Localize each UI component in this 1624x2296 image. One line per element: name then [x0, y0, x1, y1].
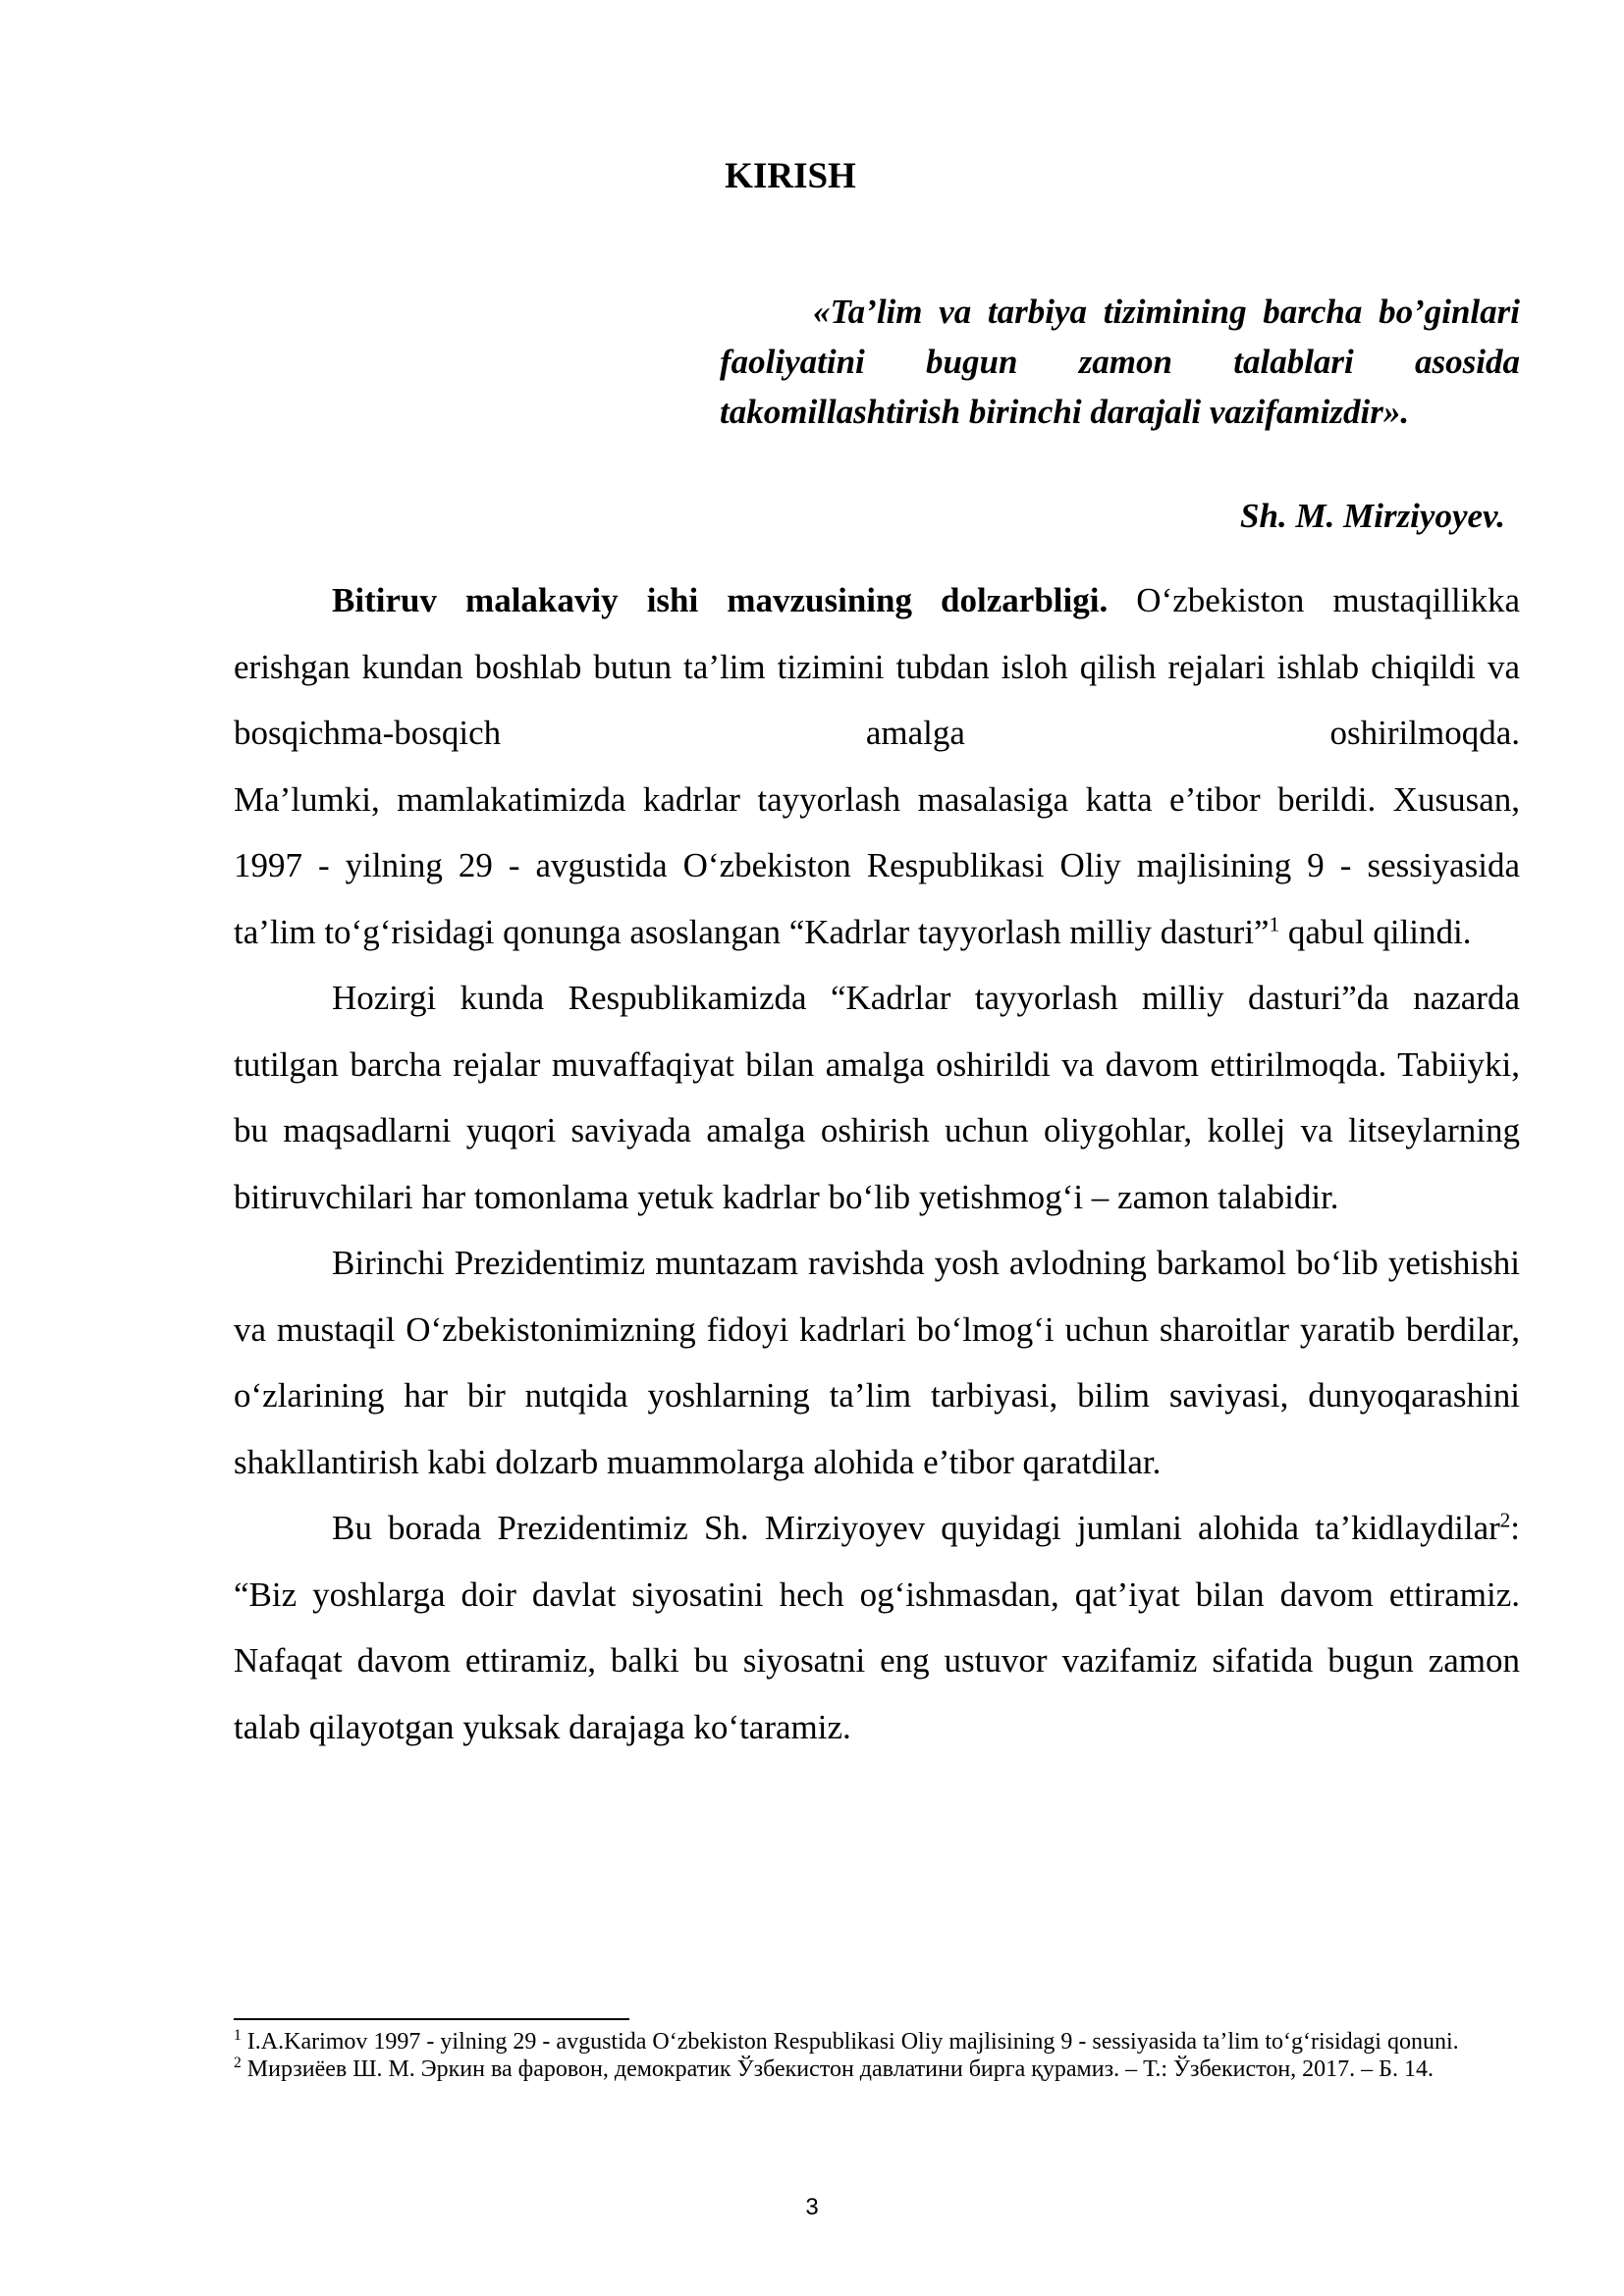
relevance-lead: Bitiruv malakaviy ishi mavzusining dolzarbligi. — [332, 581, 1109, 619]
footnote-marker: 1 — [234, 2027, 242, 2044]
footnote-ref-1[interactable]: 1 — [1269, 911, 1280, 935]
footnotes — [234, 2028, 1520, 2083]
footnote-text: Мирзиёев Ш. М. Эркин ва фаровон, демократик Ўзбекистон давлатини биргa қурамиз. – Т.: Ўзбекистон, 2017. – Б. 14. — [241, 2056, 1434, 2082]
epigraph-quote: «Ta’lim va tarbiya tizimining barcha bo’ginlari faoliyatini bugun zamon talablari asosida takomillashtirish birinchi darajali vazifamizdir». — [720, 293, 1520, 431]
paragraph-text: Ma’lumki, mamlakatimizda kadrlar tayyorlash masalasiga katta e’tibor berildi. Xususan, 1997 - yilning 29 - avgustida O‘zbekiston Respublikasi Oliy majlisining 9 - sessiyasida ta’lim to‘g‘risidagi qonunga asoslangan “Kadrlar tayyorlash milliy dasturi” — [234, 779, 1520, 951]
paragraph-first-president: Birinchi Prezidentimiz muntazam ravishda yosh avlodning barkamol bo‘lib yetishishi va mustaqil O‘zbekistonimizning fidoyi kadrlari bo‘lmog‘i uchun sharoitlar yaratib berdilar, o‘zlarining har bir nutqida yoshlarning ta’lim tarbiyasi, bilim saviyasi, dunyoqarashini shakllantirish kabi dolzarb muammolarga alohida e’tibor qaratdilar. — [234, 1244, 1520, 1481]
epigraph-author: Sh. M. Mirziyoyev. — [1240, 497, 1505, 535]
section-heading: KIRISH — [725, 156, 856, 196]
footnote-1 — [234, 2028, 1520, 2056]
paragraph-president-quote — [234, 1495, 1520, 1760]
paragraph-text-after: : “Biz yoshlarga doir davlat siyosatini hech og‘ishmasdan, qat’iyat bilan davom ettiramiz. Nafaqat davom ettiramiz, balki bu siyosatni eng ustuvor vazifamiz sifatida bugun zamon talab qilayotgan yuksak darajaga ko‘taramiz. — [234, 1509, 1520, 1746]
footnote-separator — [234, 2018, 629, 2020]
paragraph-text: Bu borada Prezidentimiz Sh. Mirziyoyev quyidagi jumlani alohida ta’kidlaydilar — [332, 1509, 1500, 1547]
footnote-2 — [234, 2056, 1520, 2083]
footnote-ref-2[interactable]: 2 — [1499, 1508, 1511, 1532]
main-text — [234, 567, 1520, 1760]
paragraph-relevance — [234, 567, 1520, 767]
footnote-text: I.A.Karimov 1997 - yilning 29 - avgustida O‘zbekiston Respublikasi Oliy majlisining 9 - sessiyasida ta’lim to‘g‘risidagi qonuni. — [241, 2029, 1459, 2055]
paragraph-text: O‘zbekiston mustaqillikka erishgan kundan boshlab butun ta’lim tizimini tubdan isloh qilish rejalari ishlab chiqildi va bosqichma-bosqich amalga oshirilmoqda. — [234, 581, 1520, 752]
paragraph-program — [234, 767, 1520, 966]
paragraph-current-state: Hozirgi kunda Respublikamizda “Kadrlar tayyorlash milliy dasturi”da nazarda tutilgan barcha rejalar muvaffaqiyat bilan amalga oshirildi va davom ettirilmoqda. Tabiiyki, bu maqsadlarni yuqori saviyada amalga oshirish uchun oliygohlar, kollej va litseylarning bitiruvchilari har tomonlama yetuk kadrlar bo‘lib yetishmog‘i – zamon talabidir. — [234, 979, 1520, 1216]
footnote-marker: 2 — [234, 2055, 242, 2071]
page-number: 3 — [805, 2194, 819, 2220]
paragraph-text-after: qabul qilindi. — [1279, 912, 1472, 951]
